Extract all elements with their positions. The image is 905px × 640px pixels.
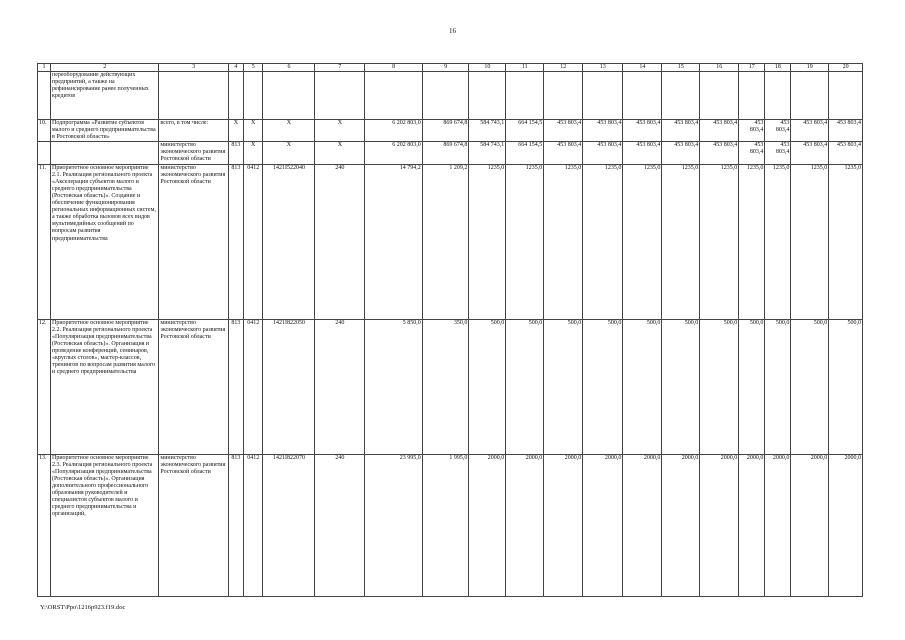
amount-cell: 453 803,4 — [544, 120, 583, 142]
amount-cell: 2000,0 — [765, 454, 791, 596]
amount-cell — [791, 72, 829, 120]
table-row — [38, 454, 863, 596]
grbs-code: X — [228, 120, 243, 142]
amount-cell: 453 803,4 — [583, 142, 623, 164]
amount-cell: 453 803,4 — [739, 120, 765, 142]
table-row — [38, 120, 863, 142]
row-number: 10. — [38, 120, 51, 142]
csr-code — [263, 72, 315, 120]
vr-code: 240 — [315, 319, 365, 454]
amount-cell: 1 209,2 — [422, 164, 469, 319]
amount-cell: 869 674,8 — [422, 120, 469, 142]
measure-name: переоборудование действующих предприятий, а также на рефинансирование ранее полученных кредитов — [51, 72, 159, 120]
rzpr-code: 0412 — [243, 454, 263, 596]
amount-cell — [700, 72, 739, 120]
amount-cell: 453 803,4 — [791, 142, 829, 164]
column-number: 6 — [263, 64, 315, 72]
amount-cell: 500,0 — [469, 319, 506, 454]
measure-name: Приоритетное основное мероприятие 2.3. Реализация регионального проекта «Популяризация предпринимательства (Ростовская область)». Организация дополнительного профессионального образования руководителей и специалистов субъектов малого и среднего предпринимательства и организаций, — [51, 454, 159, 596]
executor: министерство экономического развития Ростовской области — [159, 319, 228, 454]
amount-cell: 350,0 — [422, 319, 469, 454]
column-number: 8 — [365, 64, 422, 72]
vr-code: 240 — [315, 454, 365, 596]
vr-code: 240 — [315, 164, 365, 319]
amount-cell: 500,0 — [739, 319, 765, 454]
amount-cell: 453 803,4 — [583, 120, 623, 142]
amount-cell: 5 850,0 — [365, 319, 422, 454]
amount-cell: 500,0 — [662, 319, 700, 454]
amount-cell: 500,0 — [583, 319, 623, 454]
rzpr-code: 0412 — [243, 164, 263, 319]
amount-cell: 584 743,1 — [469, 120, 506, 142]
amount-cell: 869 674,8 — [422, 142, 469, 164]
amount-cell: 1235,0 — [829, 164, 863, 319]
amount-cell: 664 154,5 — [506, 120, 544, 142]
amount-cell: 2000,0 — [583, 454, 623, 596]
column-number-row — [38, 64, 863, 72]
csr-code: X — [263, 120, 315, 142]
amount-cell — [623, 72, 662, 120]
amount-cell: 500,0 — [506, 319, 544, 454]
amount-cell: 453 803,4 — [791, 120, 829, 142]
column-number: 5 — [243, 64, 263, 72]
rzpr-code: X — [243, 142, 263, 164]
column-number: 20 — [829, 64, 863, 72]
row-number: 12. — [38, 319, 51, 454]
column-number: 17 — [739, 64, 765, 72]
table-row — [38, 164, 863, 319]
amount-cell: 664 154,5 — [506, 142, 544, 164]
vr-code: X — [315, 120, 365, 142]
amount-cell: 1 995,0 — [422, 454, 469, 596]
amount-cell — [422, 72, 469, 120]
executor: министерство экономического развития Ростовской области — [159, 454, 228, 596]
amount-cell: 500,0 — [765, 319, 791, 454]
amount-cell: 2000,0 — [791, 454, 829, 596]
row-number: 13. — [38, 454, 51, 596]
amount-cell: 2000,0 — [544, 454, 583, 596]
executor: министерство экономического развития Ростовской области — [159, 164, 228, 319]
amount-cell: 1235,0 — [506, 164, 544, 319]
document-file-path: Y:\ORST\Ppo\1216p923.f19.doc — [40, 604, 126, 611]
amount-cell: 453 803,4 — [662, 142, 700, 164]
amount-cell: 584 743,1 — [469, 142, 506, 164]
row-number — [38, 72, 51, 120]
amount-cell — [829, 72, 863, 120]
amount-cell: 1235,0 — [623, 164, 662, 319]
column-number: 3 — [159, 64, 228, 72]
grbs-code: 813 — [228, 142, 243, 164]
grbs-code: 813 — [228, 164, 243, 319]
column-number: 2 — [51, 64, 159, 72]
amount-cell: 1235,0 — [583, 164, 623, 319]
amount-cell: 1235,0 — [739, 164, 765, 319]
table-row — [38, 142, 863, 164]
executor — [159, 72, 228, 120]
executor: министерство экономического развития Ростовской области — [159, 142, 228, 164]
table-body — [38, 64, 863, 597]
amount-cell: 500,0 — [623, 319, 662, 454]
table-row — [38, 319, 863, 454]
row-number: 11. — [38, 164, 51, 319]
column-number: 12 — [544, 64, 583, 72]
amount-cell: 1235,0 — [765, 164, 791, 319]
amount-cell: 453 803,4 — [700, 142, 739, 164]
measure-name: Приоритетное основное мероприятие 2.2. Реализация регионального проекта «Популяризация предпринимательства (Ростовская область)». Организация и проведение конференций, семинаров, «круглых столов», мастер-классов, тренингов по вопросам развития малого и среднего предпринимательства — [51, 319, 159, 454]
column-number: 1 — [38, 64, 51, 72]
amount-cell: 453 803,4 — [623, 142, 662, 164]
amount-cell: 453 803,4 — [739, 142, 765, 164]
amount-cell: 500,0 — [829, 319, 863, 454]
vr-code: X — [315, 142, 365, 164]
amount-cell: 2000,0 — [506, 454, 544, 596]
measure-name: Приоритетное основное мероприятие 2.1. Реализация регионального проекта «Акселерация субъектов малого и среднего предпринимательства (Ростовская область)». Создание и обеспечение функционирования региональных информационных систем, а также обработка вызовов всех видов мультимедийных сообщений по вопросам развития предпринимательства — [51, 164, 159, 319]
amount-cell: 14 794,2 — [365, 164, 422, 319]
amount-cell — [506, 72, 544, 120]
measure-name — [51, 142, 159, 164]
amount-cell — [583, 72, 623, 120]
amount-cell: 453 803,4 — [623, 120, 662, 142]
column-number: 15 — [662, 64, 700, 72]
amount-cell: 500,0 — [700, 319, 739, 454]
rzpr-code: 0412 — [243, 319, 263, 454]
amount-cell — [469, 72, 506, 120]
csr-code: 1421I522040 — [263, 164, 315, 319]
amount-cell: 453 803,4 — [829, 120, 863, 142]
rzpr-code: X — [243, 120, 263, 142]
amount-cell — [365, 72, 422, 120]
amount-cell: 23 995,0 — [365, 454, 422, 596]
csr-code: 1421I822050 — [263, 319, 315, 454]
column-number: 13 — [583, 64, 623, 72]
amount-cell — [544, 72, 583, 120]
amount-cell: 2000,0 — [623, 454, 662, 596]
amount-cell — [739, 72, 765, 120]
rzpr-code — [243, 72, 263, 120]
column-number: 11 — [506, 64, 544, 72]
amount-cell: 500,0 — [544, 319, 583, 454]
amount-cell: 6 202 803,0 — [365, 120, 422, 142]
csr-code: 1421I822070 — [263, 454, 315, 596]
amount-cell: 453 803,4 — [765, 120, 791, 142]
amount-cell: 1235,0 — [469, 164, 506, 319]
column-number: 18 — [765, 64, 791, 72]
amount-cell: 2000,0 — [829, 454, 863, 596]
amount-cell: 453 803,4 — [829, 142, 863, 164]
amount-cell — [765, 72, 791, 120]
budget-table — [37, 63, 863, 597]
grbs-code — [228, 72, 243, 120]
amount-cell: 2000,0 — [469, 454, 506, 596]
column-number: 16 — [700, 64, 739, 72]
grbs-code: 813 — [228, 454, 243, 596]
grbs-code: 813 — [228, 319, 243, 454]
amount-cell: 1235,0 — [791, 164, 829, 319]
column-number: 9 — [422, 64, 469, 72]
amount-cell: 453 803,4 — [662, 120, 700, 142]
amount-cell: 2000,0 — [700, 454, 739, 596]
page-number: 16 — [449, 27, 456, 35]
amount-cell — [662, 72, 700, 120]
amount-cell: 1235,0 — [662, 164, 700, 319]
vr-code — [315, 72, 365, 120]
measure-name: Подпрограмма «Развитие субъектов малого и среднего предпринимательства в Ростовской области» — [51, 120, 159, 142]
amount-cell: 453 803,4 — [700, 120, 739, 142]
executor: всего, в том числе: — [159, 120, 228, 142]
row-number — [38, 142, 51, 164]
table-row — [38, 72, 863, 120]
column-number: 7 — [315, 64, 365, 72]
amount-cell: 2000,0 — [739, 454, 765, 596]
column-number: 19 — [791, 64, 829, 72]
amount-cell: 453 803,4 — [544, 142, 583, 164]
amount-cell: 2000,0 — [662, 454, 700, 596]
amount-cell: 1235,0 — [544, 164, 583, 319]
column-number: 14 — [623, 64, 662, 72]
amount-cell: 1235,0 — [700, 164, 739, 319]
amount-cell: 6 202 803,0 — [365, 142, 422, 164]
amount-cell: 500,0 — [791, 319, 829, 454]
amount-cell: 453 803,4 — [765, 142, 791, 164]
column-number: 10 — [469, 64, 506, 72]
csr-code: X — [263, 142, 315, 164]
column-number: 4 — [228, 64, 243, 72]
